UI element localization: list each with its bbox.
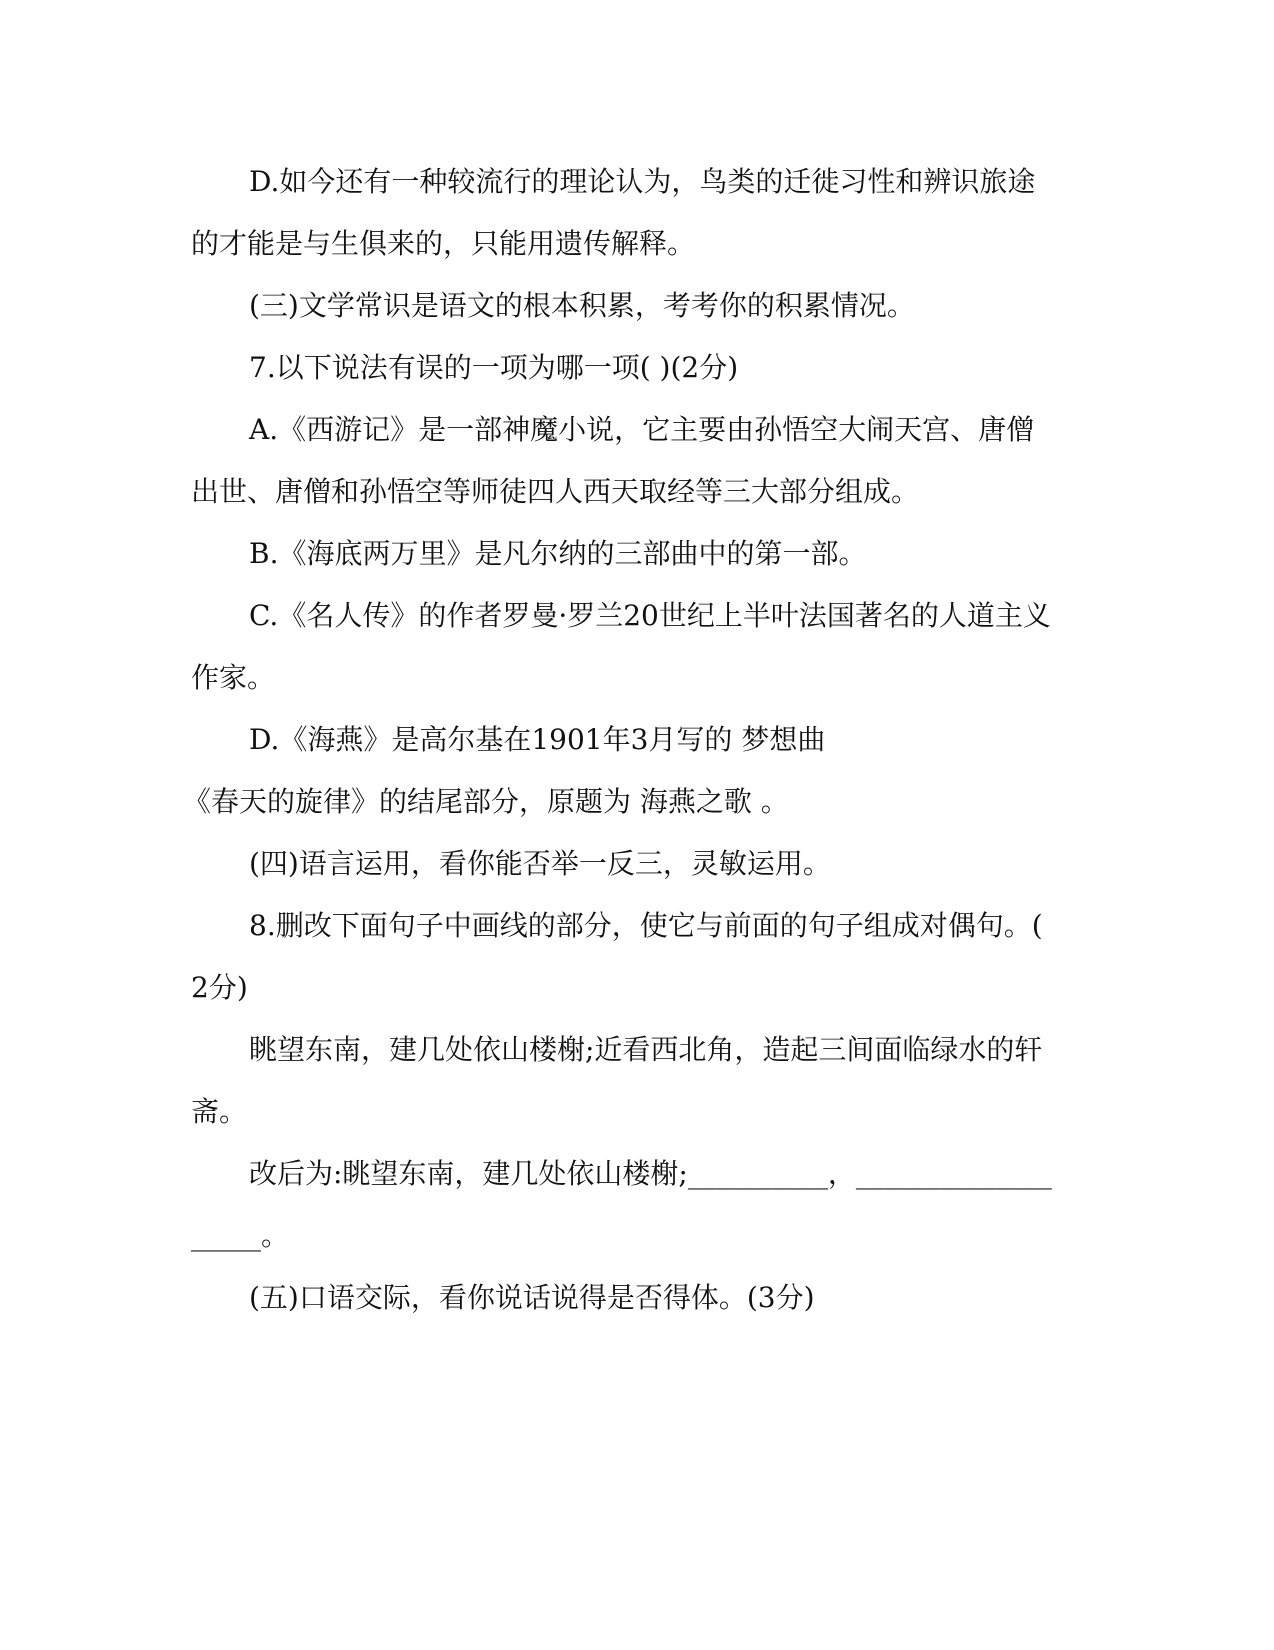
paragraph-d-option-line-2: 的才能是与生俱来的，只能用遗传解释。 (191, 227, 696, 260)
answer-blank-line-2: _____。 (191, 1219, 290, 1252)
section-three-heading: (三)文学常识是语文的根本积累，考考你的积累情况。 (249, 289, 915, 322)
section-four-heading: (四)语言运用，看你能否举一反三，灵敏运用。 (249, 847, 831, 880)
option-c-line-1: C.《名人传》的作者罗曼·罗兰20世纪上半叶法国著名的人道主义 (249, 599, 1051, 632)
answer-blank-line-1: 改后为:眺望东南，建几处依山楼榭;__________，______________ (249, 1157, 1052, 1190)
paragraph-d-option-line-1: D.如今还有一种较流行的理论认为，鸟类的迁徙习性和辨识旅途 (249, 165, 1036, 198)
option-c-line-2: 作家。 (191, 661, 276, 694)
question-7: 7.以下说法有误的一项为哪一项( )(2分) (249, 351, 739, 384)
option-d-line-1: D.《海燕》是高尔基在1901年3月写的 梦想曲 (249, 723, 826, 756)
original-sentence-line-1: 眺望东南，建几处依山楼榭;近看西北角，造起三间面临绿水的轩 (249, 1033, 1043, 1066)
option-a-line-1: A.《西游记》是一部神魔小说，它主要由孙悟空大闹天宫、唐僧 (249, 413, 1035, 446)
section-five-heading: (五)口语交际，看你说话说得是否得体。(3分) (249, 1281, 815, 1314)
option-b: B.《海底两万里》是凡尔纳的三部曲中的第一部。 (249, 537, 867, 570)
question-8-line-1: 8.删改下面句子中画线的部分，使它与前面的句子组成对偶句。( (249, 909, 1043, 942)
option-d-line-2: 《春天的旋律》的结尾部分，原题为 海燕之歌 。 (183, 785, 789, 818)
question-8-line-2: 2分) (191, 971, 248, 1004)
original-sentence-line-2: 斋。 (191, 1095, 248, 1128)
option-a-line-2: 出世、唐僧和孙悟空等师徒四人西天取经等三大部分组成。 (191, 475, 920, 508)
